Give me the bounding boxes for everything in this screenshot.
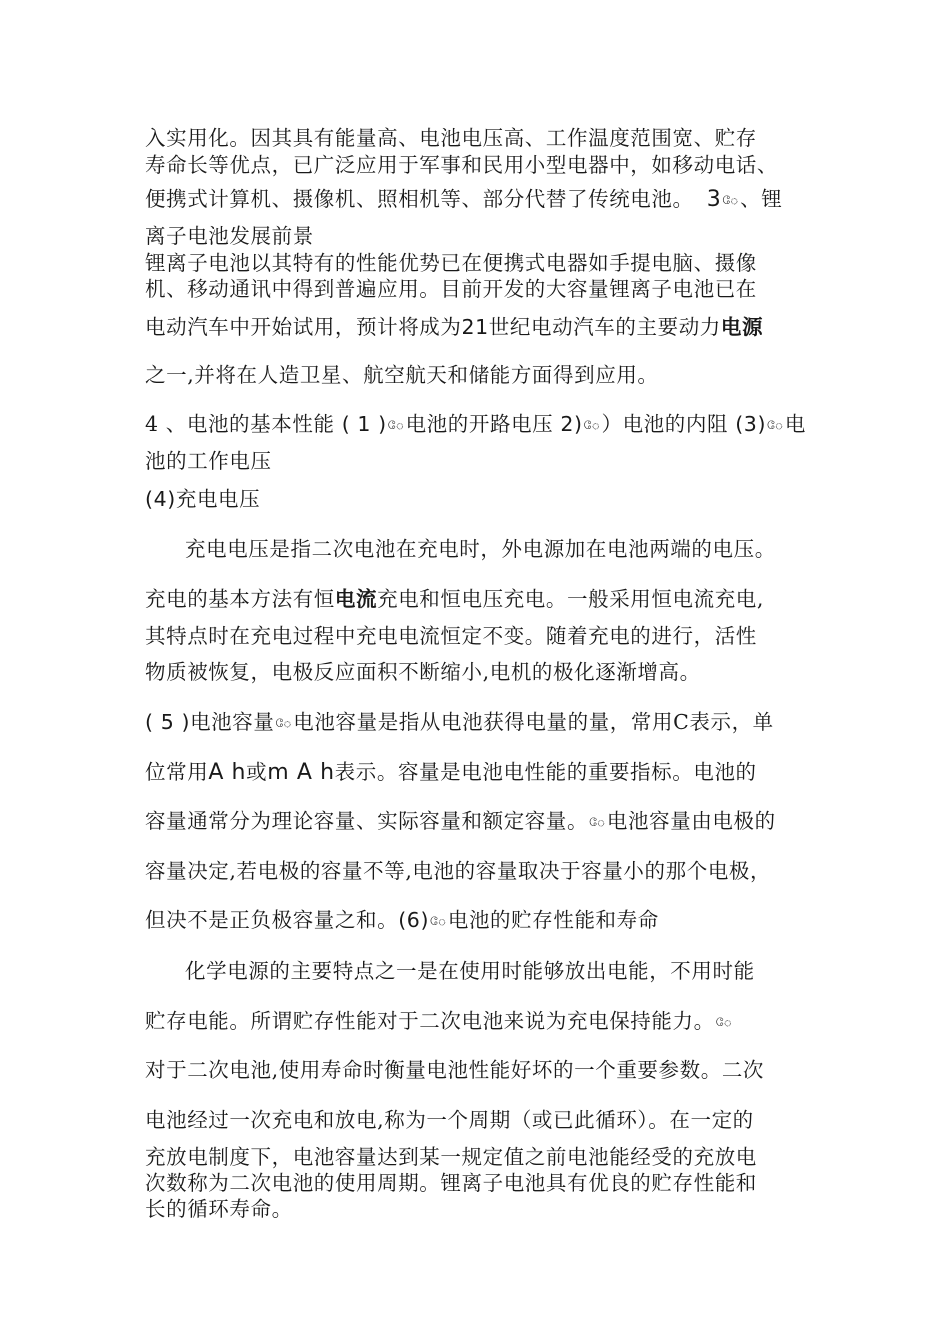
text-line: 充电的基本方法有恒电流充电和恒电压充电。一般采用恒电流充电,	[145, 587, 765, 611]
text-line: 机、移动通讯中得到普遍应用。目前开发的大容量锂离子电池已在	[145, 277, 757, 301]
text-line: 电池经过一次充电和放电,称为一个周期（或已此循环）。在一定的	[145, 1108, 754, 1132]
text-line: 池的工作电压	[145, 449, 272, 473]
text-line: 容量通常分为理论容量、实际容量和额定容量。ே电池容量由电极的	[145, 808, 776, 836]
text-line: 寿命长等优点，已广泛应用于军事和民用小型电器中，如移动电话、	[145, 153, 778, 177]
text-line: 之一,并将在人造卫星、航空航天和储能方面得到应用。	[145, 363, 659, 387]
text-line: 充放电制度下，电池容量达到某一规定值之前电池能经受的充放电	[145, 1145, 757, 1169]
bullet-mark-icon: ே	[589, 815, 606, 829]
text-line: 位常用A h或m A h表示。容量是电池电性能的重要指标。电池的	[145, 760, 757, 785]
bullet-mark-icon: ே	[275, 716, 293, 730]
text-line: 贮存电能。所谓贮存性能对于二次电池来说为充电保持能力。ே	[145, 1008, 734, 1036]
text-line: 长的循环寿命。	[145, 1197, 293, 1221]
section-heading: 离子电池发展前景	[145, 224, 314, 248]
text-line: 其特点时在充电过程中充电电流恒定不变。随着充电的进行，活性	[145, 624, 757, 648]
text-line: 电动汽车中开始试用，预计将成为21世纪电动汽车的主要动力电源	[145, 315, 764, 339]
text-line: 次数称为二次电池的使用周期。锂离子电池具有优良的贮存性能和	[145, 1171, 757, 1195]
bullet-mark-icon: ே	[583, 418, 601, 432]
bullet-mark-icon: ே	[387, 418, 405, 432]
text-line: 对于二次电池,使用寿命时衡量电池性能好坏的一个重要参数。二次	[145, 1058, 765, 1082]
text-line: 锂离子电池以其特有的性能优势已在便携式电器如手提电脑、摄像	[145, 251, 757, 275]
text-line: 4 、电池的基本性能 ( 1 )ே电池的开路电压 2)ே）电池的内阻 (3)ே电	[145, 411, 806, 439]
bold-keyword: 电源	[720, 315, 764, 339]
text-line: 容量决定,若电极的容量不等,电池的容量取决于容量小的那个电极，	[145, 859, 772, 883]
bold-keyword: 电流	[334, 587, 378, 611]
bullet-mark-icon: ே	[767, 418, 784, 432]
text-line: ( 5 )电池容量ே电池容量是指从电池获得电量的量，常用C表示，单	[145, 709, 774, 737]
text-line: 充电电压是指二次电池在充电时，外电源加在电池两端的电压。	[185, 537, 776, 561]
text-line: 物质被恢复，电极反应面积不断缩小,电机的极化逐渐增高。	[145, 660, 701, 684]
text-line: (4)充电电压	[145, 487, 261, 511]
text-line: 化学电源的主要特点之一是在使用时能够放出电能，不用时能	[185, 959, 755, 983]
text-line: 便携式计算机、摄像机、照相机等、部分代替了传统电池。 3ே、锂	[145, 187, 783, 212]
bullet-mark-icon: ே	[722, 193, 740, 207]
text-line: 但决不是正负极容量之和。(6)ே电池的贮存性能和寿命	[145, 907, 659, 935]
bullet-mark-icon: ே	[430, 914, 447, 928]
text-line: 入实用化。因其具有能量高、电池电压高、工作温度范围宽、贮存	[145, 126, 757, 150]
bullet-mark-icon: ே	[715, 1015, 733, 1029]
